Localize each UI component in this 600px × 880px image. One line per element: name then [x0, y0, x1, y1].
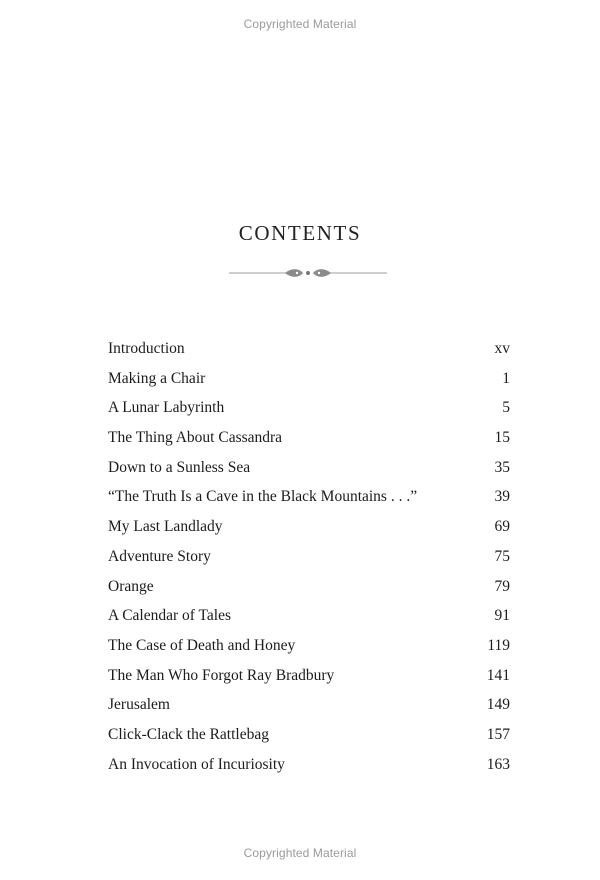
- toc-entry-title: My Last Landlady: [108, 518, 223, 536]
- toc-entry-title: “The Truth Is a Cave in the Black Mountains . . .”: [108, 488, 418, 506]
- toc-entry-page: xv: [494, 340, 510, 357]
- toc-entry: [108, 696, 510, 726]
- toc-entry: [108, 429, 510, 459]
- toc-entry-title: A Calendar of Tales: [108, 607, 232, 625]
- toc-entry-title: Introduction: [108, 340, 185, 357]
- toc-entry-page: 119: [487, 636, 510, 654]
- toc-entry-title: A Lunar Labyrinth: [108, 399, 225, 417]
- toc-entry-page: 15: [494, 429, 510, 447]
- toc-entry: [108, 756, 510, 786]
- toc-entry: [108, 488, 510, 518]
- toc-entry-page: 79: [494, 577, 510, 595]
- toc-entry-page: 157: [486, 725, 510, 743]
- toc-entry: [108, 548, 510, 578]
- toc-entry: [108, 578, 510, 608]
- toc-entry: [108, 607, 510, 637]
- toc-entry-page: 75: [494, 547, 510, 565]
- toc-entry: [108, 518, 510, 548]
- toc-entry: [108, 726, 510, 756]
- toc-entry: [108, 370, 510, 400]
- toc-entry-page: 149: [486, 696, 510, 714]
- toc-entry-title: The Man Who Forgot Ray Bradbury: [108, 666, 335, 684]
- toc-entry-title: An Invocation of Incuriosity: [108, 755, 285, 773]
- toc-entry-page: 5: [502, 399, 510, 417]
- toc-entry-page: 91: [494, 607, 510, 625]
- toc-entry-title: Orange: [108, 577, 154, 595]
- toc-entry: [108, 340, 510, 370]
- flourish-ornament-icon: [229, 266, 387, 280]
- toc-entry: [108, 459, 510, 489]
- toc-entry-title: The Case of Death and Honey: [108, 636, 296, 654]
- toc-entry: [108, 637, 510, 667]
- toc-entry-title: Adventure Story: [108, 547, 211, 565]
- watermark-bottom: Copyrighted Material: [243, 846, 357, 860]
- toc-entry-title: The Thing About Cassandra: [108, 429, 283, 447]
- toc-entry-page: 69: [494, 518, 510, 536]
- toc-entry-title: Click-Clack the Rattlebag: [108, 725, 269, 743]
- page-title: CONTENTS: [238, 221, 362, 245]
- toc-entry-title: Making a Chair: [108, 369, 206, 387]
- toc-entry-title: Jerusalem: [108, 696, 170, 714]
- toc-entry-page: 35: [494, 458, 510, 476]
- toc-entry-page: 163: [486, 755, 510, 773]
- toc-entry-title: Down to a Sunless Sea: [108, 458, 251, 476]
- toc-entry-page: 1: [502, 369, 510, 387]
- toc-entry: [108, 667, 510, 697]
- table-of-contents: [108, 340, 510, 785]
- toc-entry-page: 39: [494, 488, 510, 506]
- toc-entry: [108, 399, 510, 429]
- toc-entry-page: 141: [486, 666, 510, 684]
- watermark-top: Copyrighted Material: [243, 17, 357, 31]
